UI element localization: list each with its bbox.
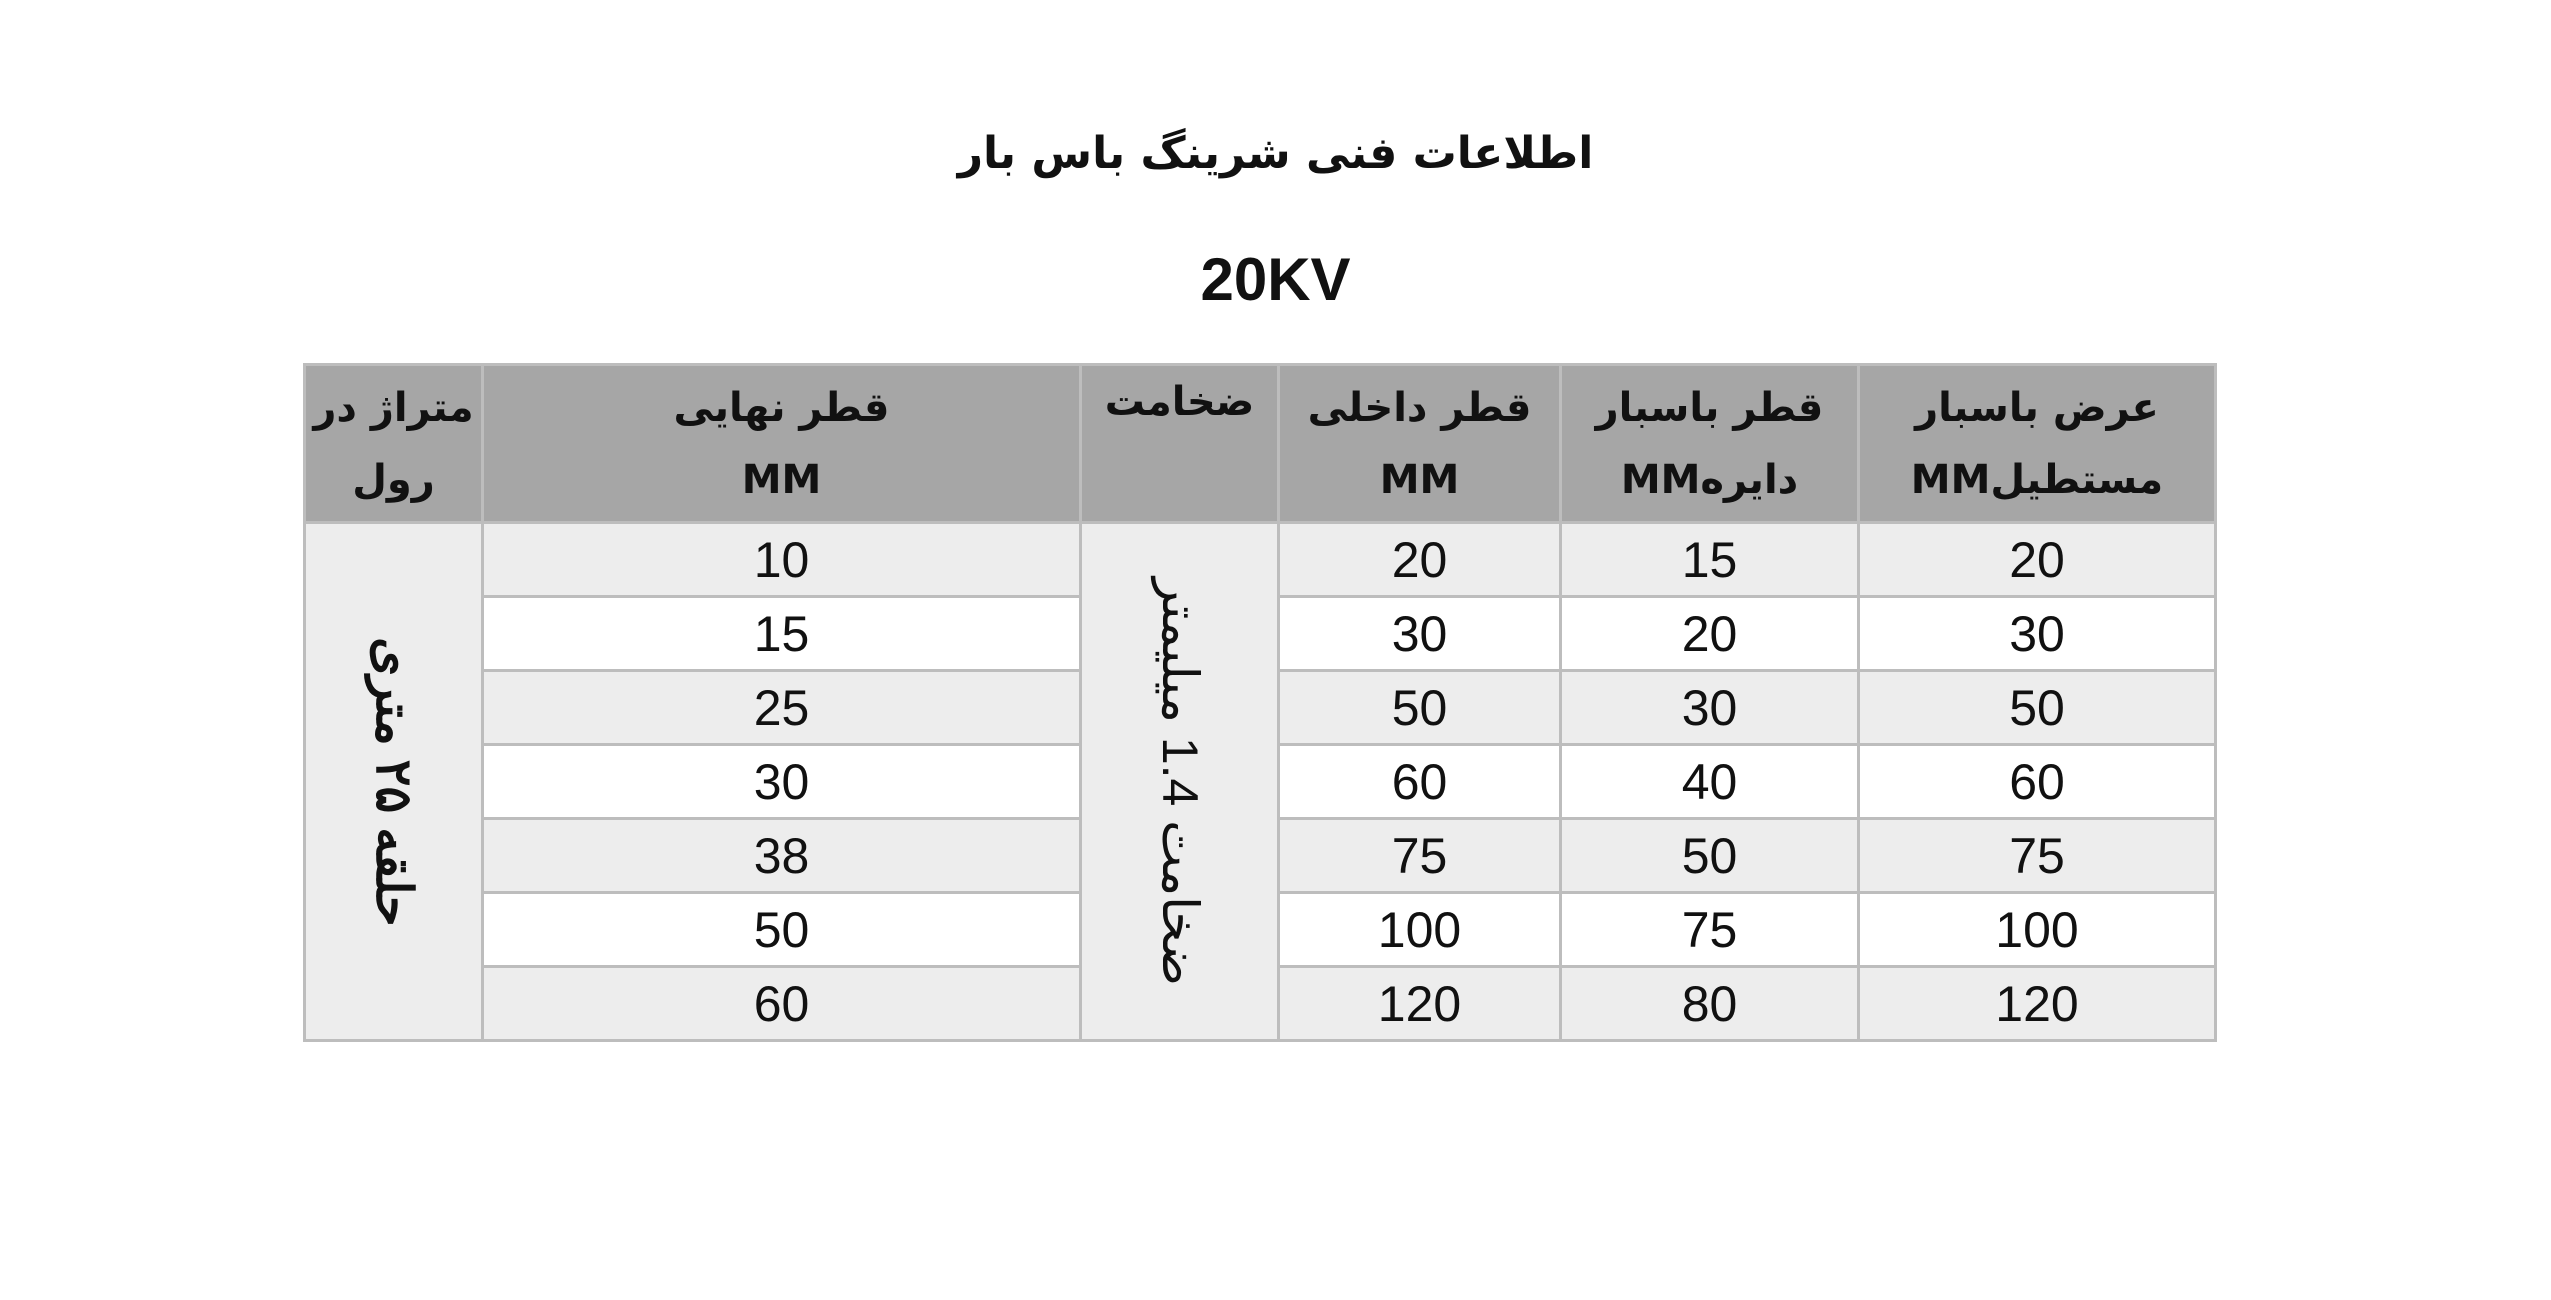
document-title: اطلاعات فنی شرینگ باس بار — [957, 128, 1594, 179]
length-merged-text: حلقه ۲۵ متری — [365, 636, 422, 927]
round-busbar-diameter-cell: 40 — [1561, 745, 1859, 819]
round-busbar-diameter-cell: 20 — [1561, 597, 1859, 671]
inner-diameter-cell: 100 — [1279, 893, 1561, 967]
header-length: متراژ در رول — [305, 365, 483, 523]
inner-diameter-cell: 20 — [1279, 523, 1561, 597]
inner-diameter-cell: 120 — [1279, 967, 1561, 1041]
header-round-busbar-diameter: قطر باسبار دایرهMM — [1561, 365, 1859, 523]
round-busbar-diameter-cell: 75 — [1561, 893, 1859, 967]
final-diameter-cell: 38 — [483, 819, 1081, 893]
thickness-merged-text: ضخامت 1.4 میلیمتر — [1151, 577, 1208, 986]
final-diameter-cell: 10 — [483, 523, 1081, 597]
header-final-diameter: قطر نهایی MM — [483, 365, 1081, 523]
round-busbar-diameter-cell: 15 — [1561, 523, 1859, 597]
final-diameter-cell: 25 — [483, 671, 1081, 745]
table-header-row — [305, 365, 2216, 523]
rect-busbar-width-cell: 60 — [1859, 745, 2216, 819]
length-merged-cell — [305, 523, 483, 1041]
rect-busbar-width-cell: 120 — [1859, 967, 2216, 1041]
busbar-spec-table — [303, 363, 2217, 1042]
voltage-subtitle: 20KV — [1200, 246, 1351, 313]
rect-busbar-width-cell: 30 — [1859, 597, 2216, 671]
rect-busbar-width-cell: 20 — [1859, 523, 2216, 597]
round-busbar-diameter-cell: 30 — [1561, 671, 1859, 745]
inner-diameter-cell: 60 — [1279, 745, 1561, 819]
inner-diameter-cell: 50 — [1279, 671, 1561, 745]
rect-busbar-width-cell: 75 — [1859, 819, 2216, 893]
round-busbar-diameter-cell: 80 — [1561, 967, 1859, 1041]
round-busbar-diameter-cell: 50 — [1561, 819, 1859, 893]
header-inner-diameter: قطر داخلی MM — [1279, 365, 1561, 523]
rect-busbar-width-cell: 50 — [1859, 671, 2216, 745]
final-diameter-cell: 50 — [483, 893, 1081, 967]
table-row — [305, 523, 2216, 597]
rect-busbar-width-cell: 100 — [1859, 893, 2216, 967]
header-rect-busbar-width: عرض باسبار مستطیلMM — [1859, 365, 2216, 523]
final-diameter-cell: 60 — [483, 967, 1081, 1041]
thickness-merged-cell — [1081, 523, 1279, 1041]
inner-diameter-cell: 75 — [1279, 819, 1561, 893]
header-thickness: ضخامت — [1081, 365, 1279, 523]
inner-diameter-cell: 30 — [1279, 597, 1561, 671]
final-diameter-cell: 15 — [483, 597, 1081, 671]
final-diameter-cell: 30 — [483, 745, 1081, 819]
